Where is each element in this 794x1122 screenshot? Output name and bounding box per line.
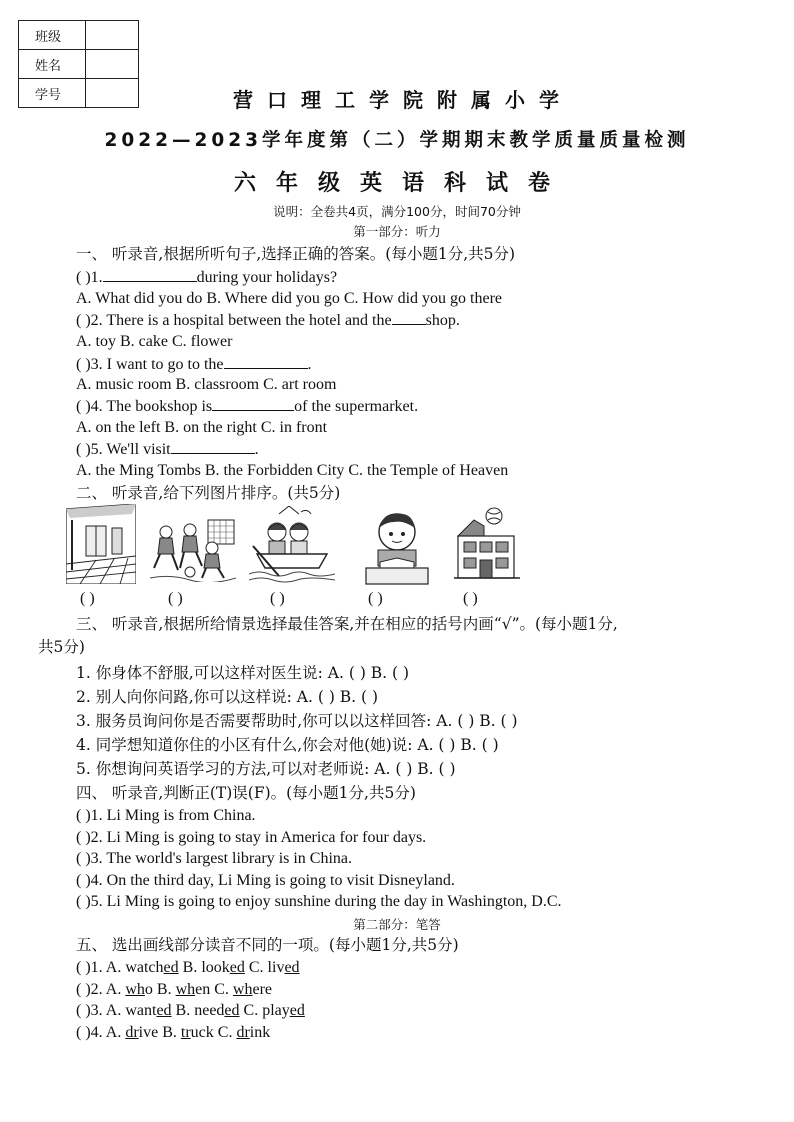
exam-term: 2022—2023学年度第（二）学期期末教学质量质量检测 <box>104 130 690 151</box>
kids-rowing-boat-icon <box>249 506 335 584</box>
building-interior-icon <box>66 504 136 584</box>
true-false-item-2: ( )2. Li Ming is going to stay in America for four days. <box>76 829 427 846</box>
phonics-item-1: ( )1. A. watched B. looked C. lived <box>76 959 300 976</box>
picture-order-blank-3[interactable]: ( ) <box>270 590 285 607</box>
question-1-4: ( )4. The bookshop is of the supermarket. <box>76 398 419 415</box>
section-3-heading-cont: 共5分) <box>38 638 85 656</box>
part-one-title: 第一部分：听力 <box>353 224 441 239</box>
kids-playing-football-icon <box>150 518 236 582</box>
question-1-2: ( )2. There is a hospital between the hotel and the shop. <box>76 312 460 329</box>
true-false-item-1: ( )1. Li Ming is from China. <box>76 807 256 824</box>
picture-order-blank-5[interactable]: ( ) <box>463 590 478 607</box>
phonics-item-2: ( )2. A. who B. when C. where <box>76 981 272 998</box>
situation-item-5: 5. 你想询问英语学习的方法,可以对老师说: A. ( ) B. ( ) <box>76 760 456 778</box>
situation-item-4: 4. 同学想知道你住的小区有什么,你会对他(她)说: A. ( ) B. ( ) <box>76 736 499 754</box>
class-field[interactable] <box>86 21 139 50</box>
picture-order-blank-1[interactable]: ( ) <box>80 590 95 607</box>
school-name: 营口理工学院附属小学 <box>233 88 573 112</box>
section-5-heading: 五、 选出画线部分读音不同的一项。(每小题1分,共5分) <box>76 936 459 954</box>
true-false-item-4: ( )4. On the third day, Li Ming is going to visit Disneyland. <box>76 872 455 889</box>
phonics-item-4: ( )4. A. drive B. truck C. drink <box>76 1024 271 1041</box>
section-2-heading: 二、 听录音,给下列图片排序。(共5分) <box>76 484 341 502</box>
question-1-5: ( )5. We'll visit . <box>76 441 259 458</box>
class-label: 班级 <box>19 21 86 50</box>
picture-order-blank-4[interactable]: ( ) <box>368 590 383 607</box>
section-1-heading: 一、 听录音,根据所听句子,选择正确的答案。(每小题1分,共5分) <box>76 245 516 263</box>
section-4-heading: 四、 听录音,判断正(T)误(F)。(每小题1分,共5分) <box>76 784 416 802</box>
question-1-3-options: A. music room B. classroom C. art room <box>76 376 337 393</box>
boy-reading-book-icon <box>364 510 430 586</box>
part-two-title: 第二部分：笔答 <box>353 917 441 932</box>
situation-item-2: 2. 别人向你问路,你可以这样说: A. ( ) B. ( ) <box>76 688 379 706</box>
true-false-item-3: ( )3. The world's largest library is in China. <box>76 850 353 867</box>
question-1-2-options: A. toy B. cake C. flower <box>76 333 233 350</box>
question-1-5-options: A. the Ming Tombs B. the Forbidden City C. the Temple of Heaven <box>76 462 509 479</box>
exam-note: 说明：全卷共4页，满分100分，时间70分钟 <box>273 204 521 219</box>
phonics-item-3: ( )3. A. wanted B. needed C. played <box>76 1002 305 1019</box>
paper-title: 六年级英语科试卷 <box>233 171 570 196</box>
section-3-heading: 三、 听录音,根据所给情景选择最佳答案,并在相应的括号内画“√”。(每小题1分, <box>76 615 618 633</box>
situation-item-3: 3. 服务员询问你是否需要帮助时,你可以以这样回答: A. ( ) B. ( ) <box>76 712 518 730</box>
question-1-4-options: A. on the left B. on the right C. in front <box>76 419 328 436</box>
question-1-1-options: A. What did you do B. Where did you go C. How did you go there <box>76 290 503 307</box>
student-id-label: 学号 <box>19 79 86 108</box>
library-building-icon <box>454 506 520 584</box>
name-label: 姓名 <box>19 50 86 79</box>
name-field[interactable] <box>86 50 139 79</box>
question-1-1: ( )1. during your holidays? <box>76 269 338 286</box>
situation-item-1: 1. 你身体不舒服,可以这样对医生说: A. ( ) B. ( ) <box>76 664 410 682</box>
question-1-3: ( )3. I want to go to the . <box>76 356 312 373</box>
picture-order-blank-2[interactable]: ( ) <box>168 590 183 607</box>
true-false-item-5: ( )5. Li Ming is going to enjoy sunshine during the day in Washington, D.C. <box>76 893 562 910</box>
